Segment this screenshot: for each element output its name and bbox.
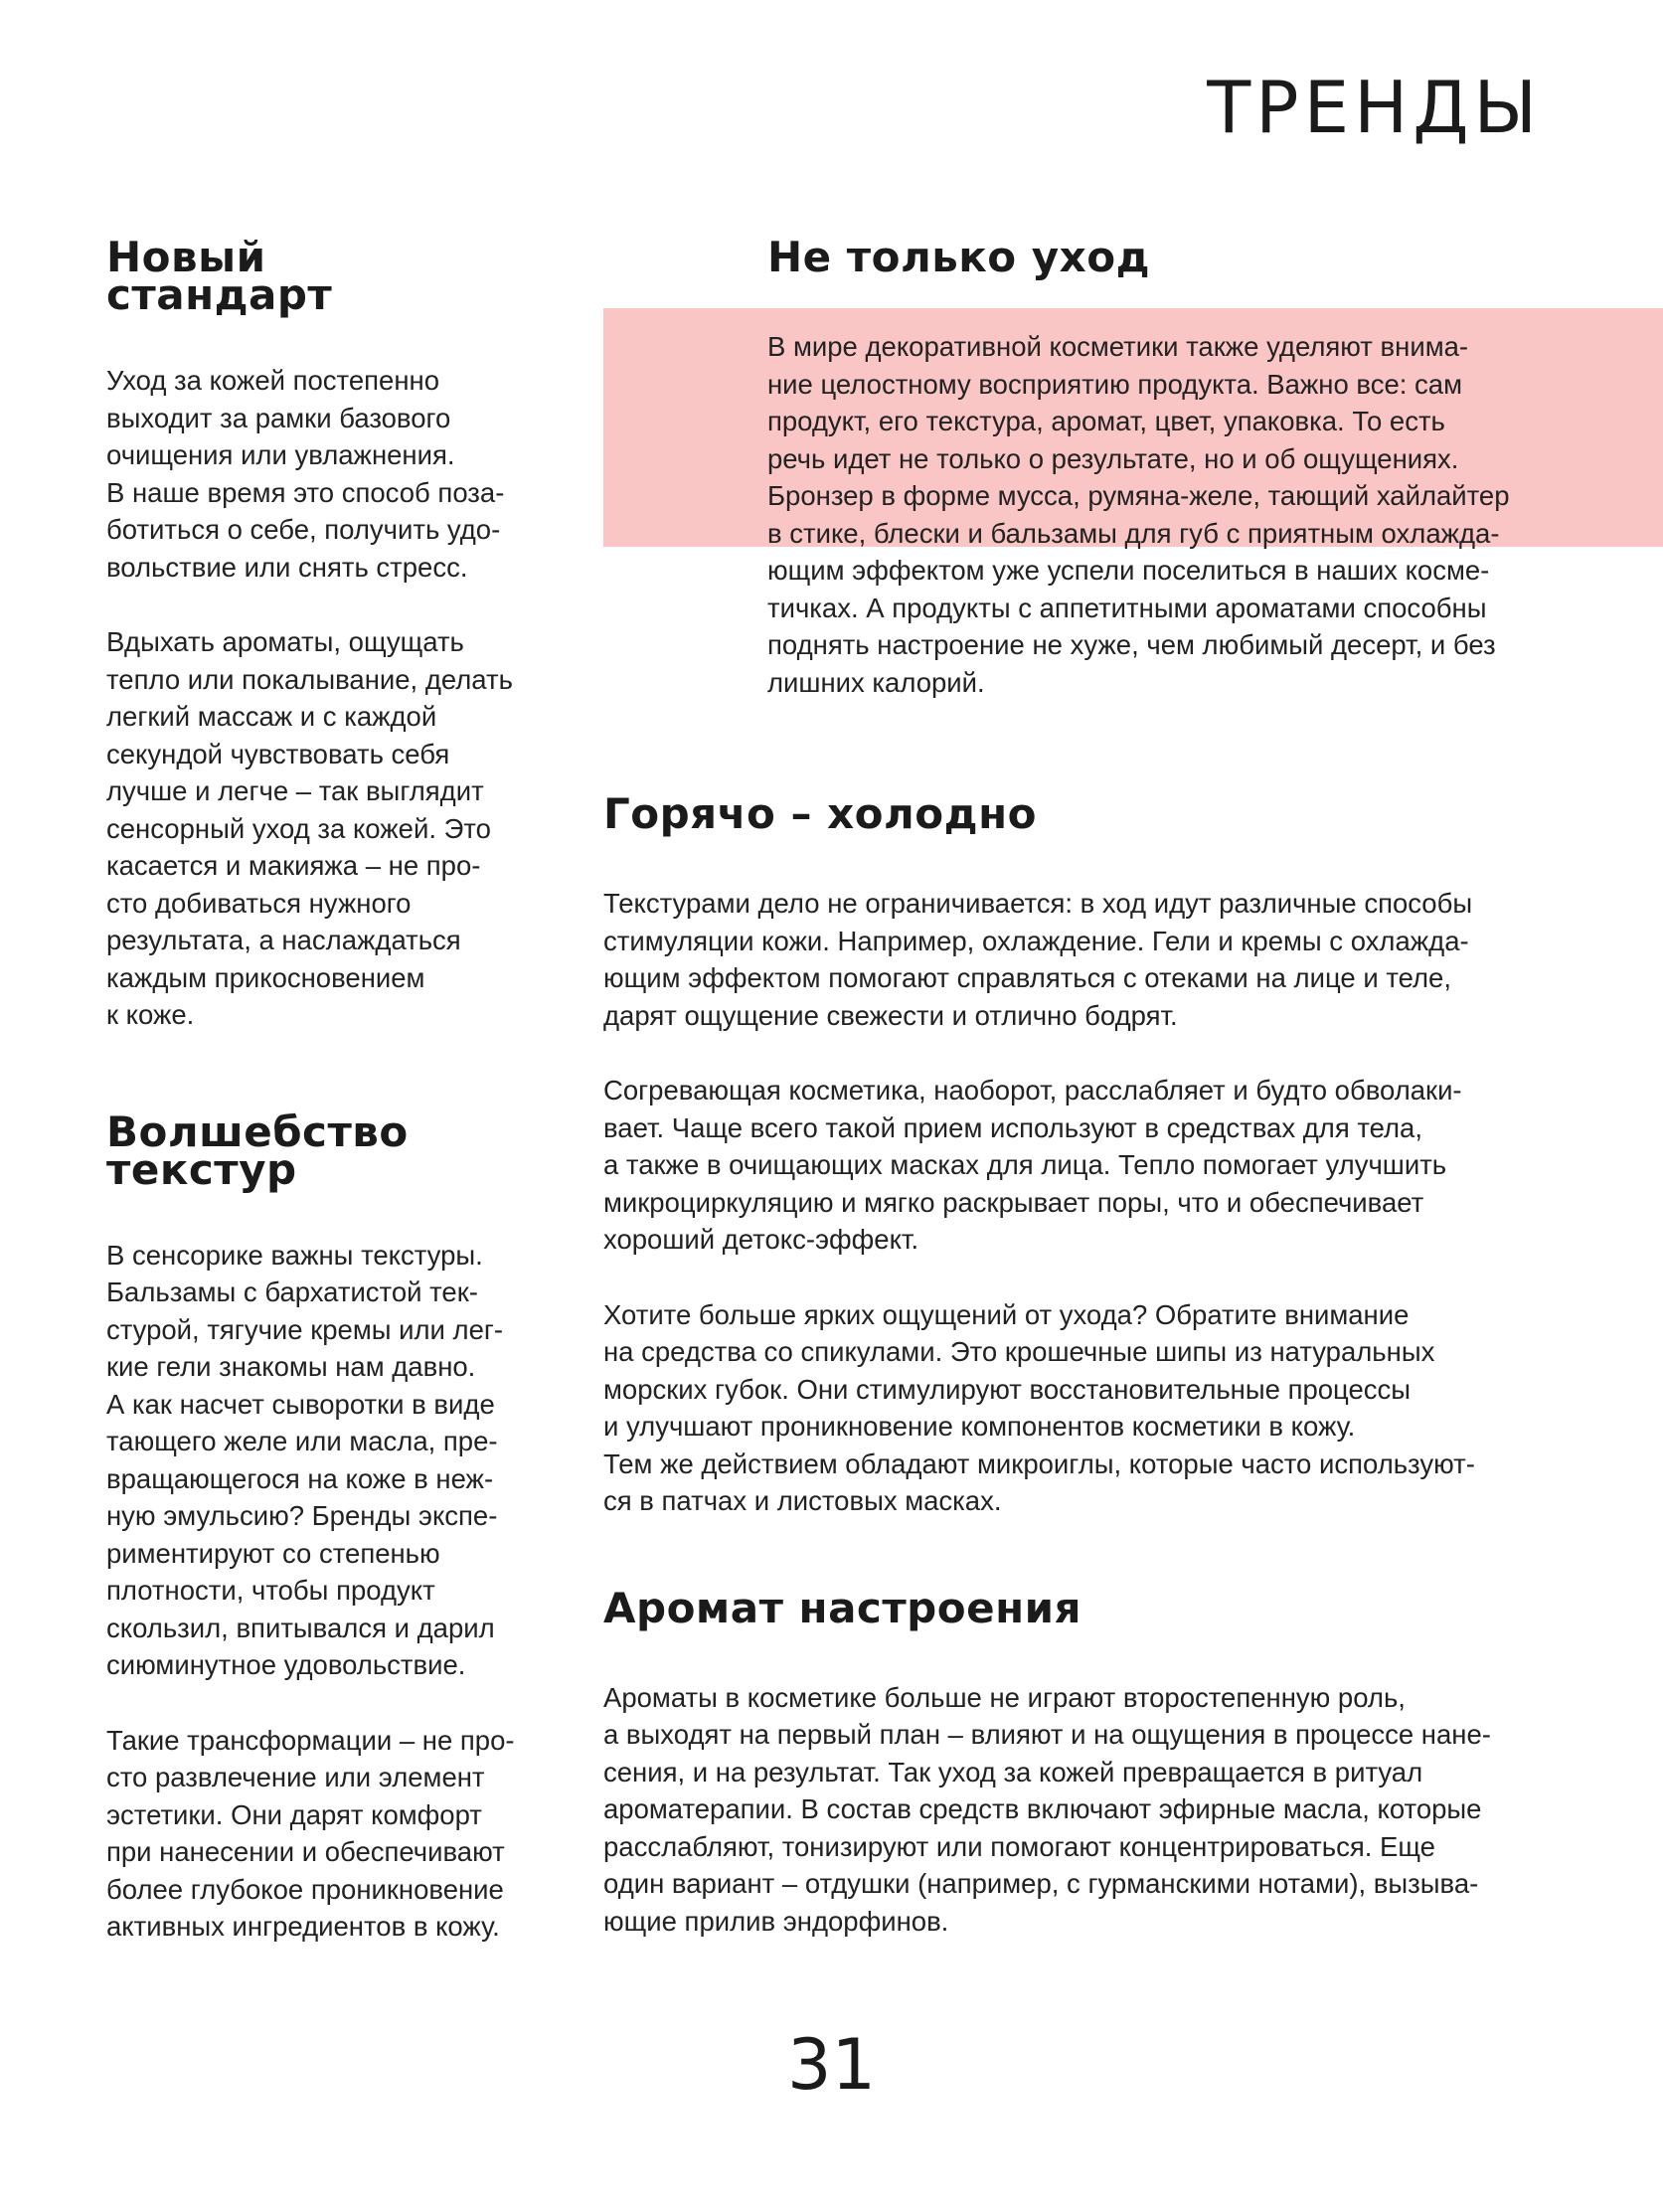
heading-not-only-care: Не только уход bbox=[767, 233, 1150, 281]
text-line: лишних калорий. bbox=[767, 666, 985, 698]
text-line: секундой чувствовать себя bbox=[106, 738, 450, 769]
paragraph-hot-cold-3 bbox=[603, 1296, 1558, 1520]
text-line: ную эмульсию? Бренды экспе- bbox=[106, 1500, 498, 1531]
right-column-top bbox=[767, 233, 1563, 701]
text-line: ющим эффектом помогают справляться с отеками на лице и теле, bbox=[603, 962, 1451, 993]
text-line: кие гели знакомы нам давно. bbox=[106, 1351, 476, 1382]
text-line: Согревающая косметика, наоборот, расслабляет и будто обволаки- bbox=[603, 1075, 1462, 1106]
text-line: вает. Чаще всего такой прием используют в средствах для тела, bbox=[603, 1111, 1422, 1143]
text-line: при нанесении и обеспечивают bbox=[106, 1836, 505, 1867]
text-line: на средства со спикулами. Это крошечные шипы из натуральных bbox=[603, 1336, 1435, 1367]
section-title: ТРЕНДЫ bbox=[1207, 66, 1542, 149]
paragraph-hot-cold-2 bbox=[603, 1072, 1558, 1259]
text-line: Тем же действием обладают микроиглы, которые часто используют- bbox=[603, 1447, 1475, 1479]
text-line: Такие трансформации – не про- bbox=[106, 1724, 515, 1756]
text-line: риментируют со степенью bbox=[106, 1537, 440, 1569]
heading-mood-aroma: Аромат настроения bbox=[603, 1583, 1081, 1632]
text-line: тепло или покалывание, делать bbox=[106, 663, 513, 695]
text-line: В сенсорике важны текстуры. bbox=[106, 1239, 483, 1271]
paragraph-hot-cold-1 bbox=[603, 885, 1558, 1034]
text-line: и улучшают проникновение компонентов косметики в кожу. bbox=[603, 1411, 1356, 1442]
text-line: ботиться о себе, получить удо- bbox=[106, 514, 501, 545]
text-line: речь идет не только о результате, но и об ощущениях. bbox=[767, 442, 1459, 474]
text-line: тающего желе или масла, пре- bbox=[106, 1426, 498, 1456]
text-line: легкий массаж и с каждой bbox=[106, 701, 437, 732]
text-line: к коже. bbox=[106, 999, 195, 1030]
text-line: вращающегося на коже в неж- bbox=[106, 1462, 494, 1494]
text-line: каждым прикосновением bbox=[106, 961, 425, 993]
text-line: Текстурами дело не ограничивается: в ход идут различные способы bbox=[603, 888, 1473, 919]
text-line: скользил, впитывался и дарил bbox=[106, 1612, 495, 1643]
text-line: Хотите больше ярких ощущений от ухода? Обратите внимание bbox=[603, 1298, 1410, 1330]
text-line: более глубокое проникновение bbox=[106, 1873, 504, 1905]
heading-line: Новый bbox=[106, 233, 266, 281]
page-number: 31 bbox=[786, 2024, 877, 2106]
text-line: ароматерапии. В состав средств включают эфирные масла, которые bbox=[603, 1793, 1482, 1824]
text-line: лучше и легче – так выглядит bbox=[106, 775, 484, 806]
text-line: Вдыхать ароматы, ощущать bbox=[106, 626, 464, 657]
left-column bbox=[106, 233, 544, 1946]
text-line: стурой, тягучие кремы или лег- bbox=[106, 1313, 504, 1345]
text-line: хороший детокс-эффект. bbox=[603, 1224, 919, 1255]
text-line: сения, и на результат. Так уход за кожей превращается в ритуал bbox=[603, 1756, 1423, 1787]
text-line: В мире декоративной косметики также уделяют внима- bbox=[767, 331, 1469, 362]
heading-new-standard bbox=[106, 233, 544, 319]
text-line: вольствие или снять стресс. bbox=[106, 551, 468, 583]
text-line: ние целостному восприятию продукта. Важно все: сам bbox=[767, 368, 1462, 400]
heading-hot-cold: Горячо – холодно bbox=[603, 789, 1037, 838]
text-line: поднять настроение не хуже, чем любимый десерт, и без bbox=[767, 629, 1496, 660]
text-line: тичках. А продукты с аппетитными ароматами способны bbox=[767, 592, 1487, 623]
text-line: а выходят на первый план – влияют и на ощущения в процессе нане- bbox=[603, 1719, 1491, 1750]
text-line: в стике, блески и бальзамы для губ с приятным охлажда- bbox=[767, 517, 1500, 549]
text-line: сто добиваться нужного bbox=[106, 887, 412, 919]
text-line: микроциркуляцию и мягко раскрывает поры, что и обеспечивает bbox=[603, 1186, 1424, 1218]
paragraph-magic-textures-2 bbox=[106, 1722, 544, 1946]
paragraph-mood-aroma bbox=[603, 1679, 1558, 1941]
text-line: активных ингредиентов в кожу. bbox=[106, 1911, 500, 1942]
text-line: А как насчет сыворотки в виде bbox=[106, 1388, 495, 1420]
text-line: Бальзамы с бархатистой тек- bbox=[106, 1276, 478, 1307]
text-line: выходит за рамки базового bbox=[106, 402, 451, 433]
paragraph-magic-textures-1 bbox=[106, 1237, 544, 1684]
text-line: Бронзер в форме мусса, румяна-желе, тающий хайлайтер bbox=[767, 480, 1510, 511]
text-line: ющие прилив эндорфинов. bbox=[603, 1905, 949, 1937]
text-line: стимуляции кожи. Например, охлаждение. Гели и кремы с охлажда- bbox=[603, 925, 1469, 956]
heading-magic-textures bbox=[106, 1106, 544, 1194]
right-column bbox=[603, 789, 1558, 1940]
text-line: продукт, его текстура, аромат, цвет, упаковка. То есть bbox=[767, 406, 1445, 436]
text-line: сиюминутное удовольствие. bbox=[106, 1649, 466, 1680]
text-line: дарят ощущение свежести и отлично бодрят. bbox=[603, 999, 1178, 1031]
text-line: Ароматы в косметике больше не играют второстепенную роль, bbox=[603, 1681, 1406, 1713]
paragraph-not-only-care bbox=[767, 328, 1563, 701]
text-line: а также в очищающих масках для лица. Тепло помогает улучшить bbox=[603, 1149, 1447, 1180]
text-line: сенсорный уход за кожей. Это bbox=[106, 812, 491, 844]
paragraph-new-standard-2 bbox=[106, 623, 544, 1034]
text-line: морских губок. Они стимулируют восстановительные процессы bbox=[603, 1373, 1412, 1405]
text-line: расслабляют, тонизируют или помогают концентрироваться. Еще bbox=[603, 1830, 1435, 1862]
text-line: результата, а наслаждаться bbox=[106, 925, 461, 955]
text-line: один вариант – отдушки (например, с гурманскими нотами), вызыва- bbox=[603, 1868, 1479, 1899]
heading-line: Волшебство bbox=[106, 1106, 409, 1156]
text-line: В наше время это способ поза- bbox=[106, 476, 505, 508]
text-line: касается и макияжа – не про- bbox=[106, 850, 481, 881]
text-line: сто развлечение или элемент bbox=[106, 1762, 485, 1792]
text-line: Уход за кожей постепенно bbox=[106, 365, 439, 396]
heading-line: текстур bbox=[106, 1144, 297, 1194]
text-line: эстетики. Они дарят комфорт bbox=[106, 1798, 482, 1830]
text-line: плотности, чтобы продукт bbox=[106, 1575, 435, 1606]
paragraph-new-standard-1 bbox=[106, 362, 544, 586]
text-line: очищения или увлажнения. bbox=[106, 439, 455, 470]
text-line: ся в патчах и листовых масках. bbox=[603, 1485, 1002, 1516]
heading-line: стандарт bbox=[106, 270, 333, 319]
text-line: ющим эффектом уже успели поселиться в наших косме- bbox=[767, 555, 1490, 586]
